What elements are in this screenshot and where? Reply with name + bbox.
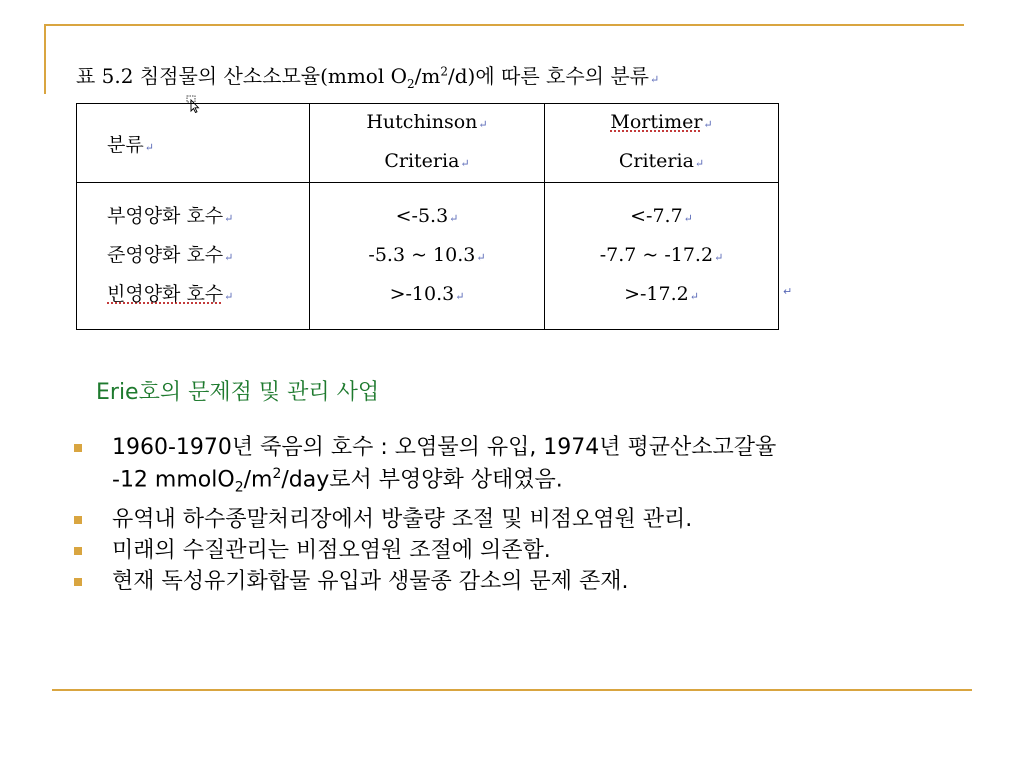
table-header-row xyxy=(77,104,779,183)
table-caption xyxy=(76,60,659,91)
bullet-item xyxy=(74,568,984,595)
header-hutchinson-line1: Hutchinson xyxy=(366,111,478,133)
bullet-list xyxy=(74,434,984,599)
hutchinson-oligotrophic: >-10.3 xyxy=(389,282,455,305)
return-mark-icon: ↵ xyxy=(224,289,234,303)
header-hutchinson-cell xyxy=(310,104,545,183)
bullet-1-line2b: /m xyxy=(243,467,273,493)
return-mark-icon: ↵ xyxy=(455,289,465,303)
category-oligotrophic: 빈영양화 호수 xyxy=(107,282,224,305)
return-mark-icon: ↵ xyxy=(460,157,470,170)
mortimer-oligotrophic: >-17.2 xyxy=(624,282,689,305)
return-mark-icon: ↵ xyxy=(224,211,234,225)
caption-m2-superscript: 2 xyxy=(440,64,448,79)
caption-o2-subscript: 2 xyxy=(407,77,415,91)
classification-table xyxy=(76,103,779,330)
return-mark-icon: ↵ xyxy=(783,285,793,298)
bullet-1-superscript: 2 xyxy=(272,466,282,482)
hutchinson-eutrophic: <-5.3 xyxy=(395,204,449,227)
bullet-square-icon xyxy=(74,516,82,524)
return-mark-icon: ↵ xyxy=(703,118,713,131)
hutchinson-mesotrophic: -5.3 ~ 10.3 xyxy=(368,243,476,266)
mortimer-mesotrophic: -7.7 ~ -17.2 xyxy=(599,243,714,266)
return-mark-icon: ↵ xyxy=(689,289,699,303)
category-mesotrophic: 준영양화 호수 xyxy=(107,243,224,266)
return-mark-icon: ↵ xyxy=(144,140,154,154)
bullet-1-subscript: 2 xyxy=(234,479,244,496)
bullet-square-icon xyxy=(74,578,82,586)
header-mortimer-line2: Criteria xyxy=(618,150,694,172)
header-mortimer-line1: Mortimer xyxy=(610,111,703,133)
hutchinson-column xyxy=(310,183,545,330)
return-mark-icon: ↵ xyxy=(224,250,234,264)
header-mortimer-cell xyxy=(545,104,779,183)
header-category: 분류 xyxy=(107,133,144,156)
header-hutchinson-line2: Criteria xyxy=(384,150,460,172)
caption-mid: /m xyxy=(414,64,441,88)
mortimer-eutrophic: <-7.7 xyxy=(630,204,683,227)
return-mark-icon: ↵ xyxy=(476,250,486,264)
bullet-item xyxy=(74,434,984,502)
top-border-line xyxy=(44,24,964,26)
caption-suffix: /d)에 따른 호수의 분류 xyxy=(448,64,649,88)
return-mark-icon: ↵ xyxy=(683,211,693,225)
left-border-line xyxy=(44,24,46,94)
caption-prefix: 표 5.2 침점물의 산소소모율(mmol O xyxy=(76,64,408,88)
bullet-1-line1: 1960-1970년 죽음의 호수 : 오염물의 유입, 1974년 평균산소고갈율 xyxy=(112,435,777,460)
header-category-cell xyxy=(77,104,310,183)
bullet-item xyxy=(74,506,984,533)
bullet-1-line2a: -12 mmolO xyxy=(112,467,235,493)
return-mark-icon: ↵ xyxy=(449,211,459,225)
category-eutrophic: 부영양화 호수 xyxy=(107,204,224,227)
return-mark-icon: ↵ xyxy=(478,118,488,131)
bullet-item xyxy=(74,537,984,564)
bullet-square-icon xyxy=(74,547,82,555)
table-body-row xyxy=(77,183,779,330)
bullet-2-text: 유역내 하수종말처리장에서 방출량 조절 및 비점오염원 관리. xyxy=(112,506,693,532)
bullet-square-icon xyxy=(74,444,82,452)
section-subtitle: Erie호의 문제점 및 관리 사업 xyxy=(96,380,380,405)
bullet-4-text: 현재 독성유기화합물 유입과 생물종 감소의 문제 존재. xyxy=(112,568,629,594)
return-mark-icon: ↵ xyxy=(694,157,705,170)
paragraph-mark-icon: ↵ xyxy=(649,73,660,86)
bullet-3-text: 미래의 수질관리는 비점오염원 조절에 의존함. xyxy=(112,537,551,563)
category-column xyxy=(77,183,310,330)
mortimer-column xyxy=(545,183,779,330)
bullet-1-line2c: /day로서 부영양화 상태였음. xyxy=(281,467,563,493)
return-mark-icon: ↵ xyxy=(714,250,724,264)
bottom-border-line xyxy=(52,689,972,691)
